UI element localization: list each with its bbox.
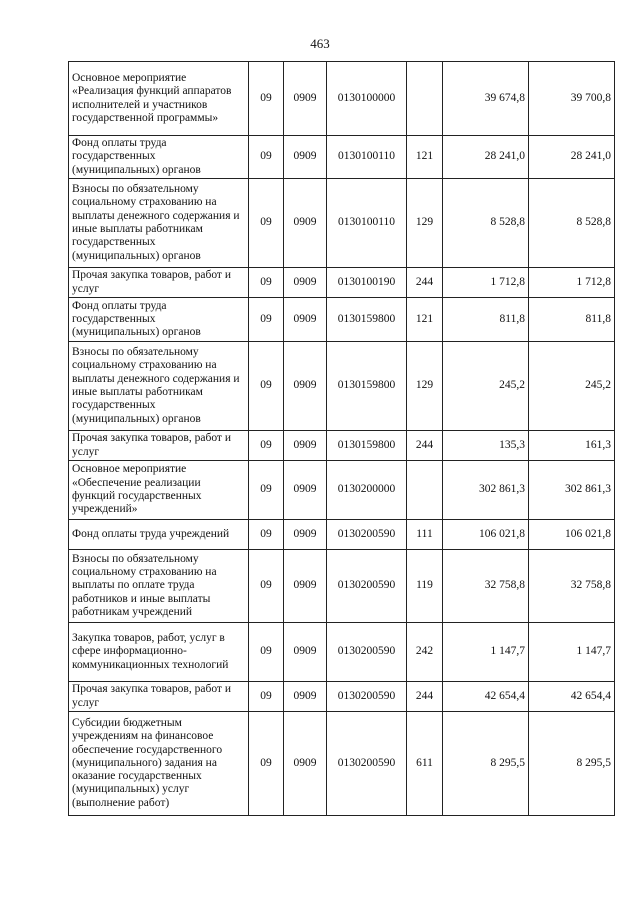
row-ved: 09: [249, 136, 284, 179]
row-sum-2: 245,2: [529, 342, 615, 431]
table-body: [69, 62, 615, 816]
row-csr: 0130200590: [327, 550, 407, 623]
row-vr: 129: [407, 179, 443, 268]
row-sum-1: 245,2: [443, 342, 529, 431]
row-sum-2: 28 241,0: [529, 136, 615, 179]
row-name: Фонд оплаты труда государственных (муниципальных) органов: [69, 136, 249, 179]
row-sum-1: 28 241,0: [443, 136, 529, 179]
row-sum-2: 106 021,8: [529, 520, 615, 550]
row-razdel: 0909: [284, 268, 327, 298]
row-razdel: 0909: [284, 550, 327, 623]
row-razdel: 0909: [284, 298, 327, 342]
row-sum-1: 8 528,8: [443, 179, 529, 268]
row-sum-2: 161,3: [529, 431, 615, 461]
row-csr: 0130200590: [327, 682, 407, 712]
row-sum-2: 32 758,8: [529, 550, 615, 623]
row-vr: 242: [407, 623, 443, 682]
row-vr: 244: [407, 268, 443, 298]
row-razdel: 0909: [284, 136, 327, 179]
row-razdel: 0909: [284, 461, 327, 520]
row-razdel: 0909: [284, 712, 327, 816]
row-sum-1: 1 712,8: [443, 268, 529, 298]
row-csr: 0130159800: [327, 342, 407, 431]
budget-table: [68, 61, 615, 816]
row-csr: 0130200000: [327, 461, 407, 520]
row-vr: 244: [407, 431, 443, 461]
row-vr: 611: [407, 712, 443, 816]
row-name: Закупка товаров, работ, услуг в сфере информационно-коммуникационных технологий: [69, 623, 249, 682]
row-sum-1: 8 295,5: [443, 712, 529, 816]
row-ved: 09: [249, 712, 284, 816]
row-name: Взносы по обязательному социальному страхованию на выплаты по оплате труда работников и иные выплаты работникам учреждений: [69, 550, 249, 623]
row-csr: 0130200590: [327, 623, 407, 682]
row-name: Основное мероприятие «Обеспечение реализации функций государственных учреждений»: [69, 461, 249, 520]
table-row: [69, 520, 615, 550]
row-sum-1: 811,8: [443, 298, 529, 342]
row-ved: 09: [249, 550, 284, 623]
table-row: [69, 268, 615, 298]
row-name: Прочая закупка товаров, работ и услуг: [69, 682, 249, 712]
row-csr: 0130100110: [327, 136, 407, 179]
row-ved: 09: [249, 342, 284, 431]
table-row: [69, 342, 615, 431]
row-sum-2: 8 295,5: [529, 712, 615, 816]
table-row: [69, 682, 615, 712]
row-razdel: 0909: [284, 682, 327, 712]
row-vr: [407, 461, 443, 520]
row-sum-1: 106 021,8: [443, 520, 529, 550]
row-sum-1: 32 758,8: [443, 550, 529, 623]
row-name: Прочая закупка товаров, работ и услуг: [69, 431, 249, 461]
row-name: Фонд оплаты труда учреждений: [69, 520, 249, 550]
row-sum-1: 42 654,4: [443, 682, 529, 712]
row-sum-2: 42 654,4: [529, 682, 615, 712]
row-csr: 0130200590: [327, 712, 407, 816]
row-ved: 09: [249, 431, 284, 461]
table-row: [69, 623, 615, 682]
row-ved: 09: [249, 298, 284, 342]
row-sum-2: 1 712,8: [529, 268, 615, 298]
row-sum-2: 811,8: [529, 298, 615, 342]
row-csr: 0130100190: [327, 268, 407, 298]
row-csr: 0130200590: [327, 520, 407, 550]
row-csr: 0130100110: [327, 179, 407, 268]
page-number: 463: [310, 36, 330, 51]
row-name: Основное мероприятие «Реализация функций аппаратов исполнителей и участников государственной программы»: [69, 62, 249, 136]
row-name: Прочая закупка товаров, работ и услуг: [69, 268, 249, 298]
table-row: [69, 461, 615, 520]
row-csr: 0130100000: [327, 62, 407, 136]
row-ved: 09: [249, 682, 284, 712]
row-sum-1: 1 147,7: [443, 623, 529, 682]
row-vr: 129: [407, 342, 443, 431]
row-vr: 121: [407, 136, 443, 179]
row-vr: [407, 62, 443, 136]
row-name: Субсидии бюджетным учреждениям на финансовое обеспечение государственного (муниципального) задания на оказание государственных (муниципальных) услуг (выполнение работ): [69, 712, 249, 816]
row-sum-1: 39 674,8: [443, 62, 529, 136]
row-razdel: 0909: [284, 179, 327, 268]
row-ved: 09: [249, 179, 284, 268]
table-row: [69, 62, 615, 136]
table-row: [69, 550, 615, 623]
row-sum-2: 39 700,8: [529, 62, 615, 136]
row-ved: 09: [249, 461, 284, 520]
row-razdel: 0909: [284, 520, 327, 550]
table-row: [69, 136, 615, 179]
row-csr: 0130159800: [327, 431, 407, 461]
table-row: [69, 179, 615, 268]
row-sum-2: 1 147,7: [529, 623, 615, 682]
row-razdel: 0909: [284, 623, 327, 682]
row-name: Фонд оплаты труда государственных (муниципальных) органов: [69, 298, 249, 342]
row-sum-2: 8 528,8: [529, 179, 615, 268]
row-razdel: 0909: [284, 342, 327, 431]
row-sum-1: 302 861,3: [443, 461, 529, 520]
row-vr: 111: [407, 520, 443, 550]
row-sum-2: 302 861,3: [529, 461, 615, 520]
row-vr: 244: [407, 682, 443, 712]
row-ved: 09: [249, 520, 284, 550]
row-ved: 09: [249, 62, 284, 136]
table-row: [69, 298, 615, 342]
row-ved: 09: [249, 623, 284, 682]
row-ved: 09: [249, 268, 284, 298]
row-sum-1: 135,3: [443, 431, 529, 461]
row-razdel: 0909: [284, 431, 327, 461]
row-csr: 0130159800: [327, 298, 407, 342]
table-row: [69, 431, 615, 461]
row-razdel: 0909: [284, 62, 327, 136]
row-vr: 119: [407, 550, 443, 623]
table-row: [69, 712, 615, 816]
row-name: Взносы по обязательному социальному страхованию на выплаты денежного содержания и иные выплаты работникам государственных (муниципальных) органов: [69, 342, 249, 431]
row-name: Взносы по обязательному социальному страхованию на выплаты денежного содержания и иные выплаты работникам государственных (муниципальных) органов: [69, 179, 249, 268]
row-vr: 121: [407, 298, 443, 342]
